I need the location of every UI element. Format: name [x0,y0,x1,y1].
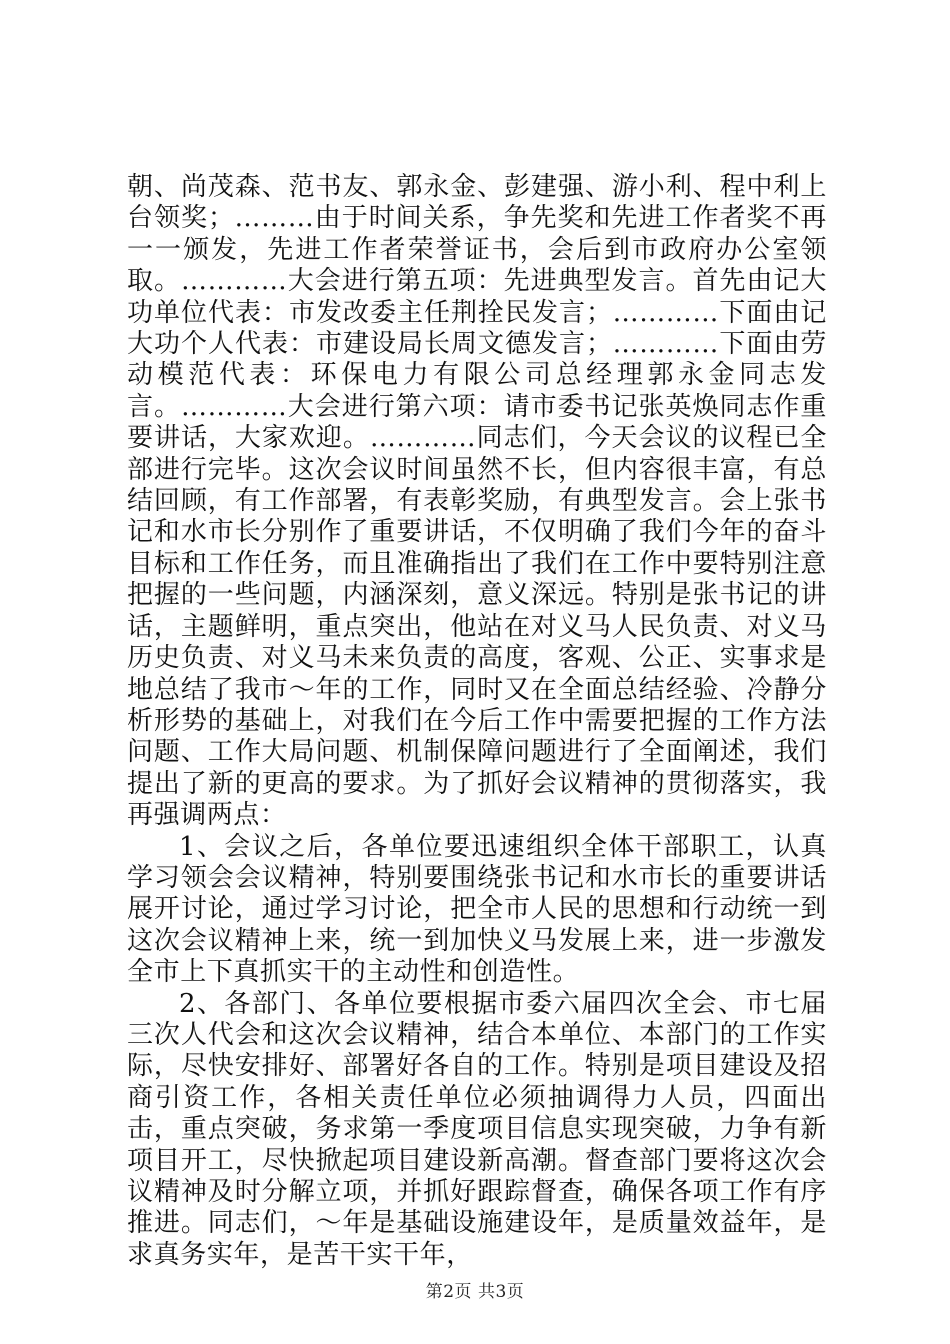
paragraph-point-1: 1、会议之后，各单位要迅速组织全体干部职工，认真学习领会会议精神，特别要围绕张书记和水市长的重要讲话展开讨论，通过学习讨论，把全市人民的思想和行动统一到这次会议精神上来，统一到加快义马发展上来，进一步激发全市上下真抓实干的主动性和创造性。 [127,831,827,988]
paragraph-continuation: 朝、尚茂森、范书友、郭永金、彭建强、游小利、程中利上台领奖；………由于时间关系，争先奖和先进工作者奖不再一一颁发，先进工作者荣誉证书，会后到市政府办公室领取。…………大会进行第五项：先进典型发言。首先由记大功单位代表：市发改委主任荆拴民发言；…………下面由记大功个人代表：市建设局长周文德发言；…………下面由劳动模范代表：环保电力有限公司总经理郭永金同志发言。…………大会进行第六项：请市委书记张英焕同志作重要讲话，大家欢迎。…………同志们，今天会议的议程已全部进行完毕。这次会议时间虽然不长，但内容很丰富，有总结回顾，有工作部署，有表彰奖励，有典型发言。会上张书记和水市长分别作了重要讲话，不仅明确了我们今年的奋斗目标和工作任务，而且准确指出了我们在工作中要特别注意把握的一些问题，内涵深刻，意义深远。特别是张书记的讲话，主题鲜明，重点突出，他站在对义马人民负责、对义马历史负责、对义马未来负责的高度，客观、公正、实事求是地总结了我市～年的工作，同时又在全面总结经验、冷静分析形势的基础上，对我们在今后工作中需要把握的工作方法问题、工作大局问题、机制保障问题进行了全面阐述，我们提出了新的更高的要求。为了抓好会议精神的贯彻落实，我再强调两点： [127,172,827,831]
page-number-footer: 第2页 共3页 [425,1282,525,1302]
document-body [127,172,827,1271]
paragraph-point-2: 2、各部门、各单位要根据市委六届四次全会、市七届三次人代会和这次会议精神，结合本单位、本部门的工作实际，尽快安排好、部署好各自的工作。特别是项目建设及招商引资工作，各相关责任单位必须抽调得力人员，四面出击，重点突破，务求第一季度项目信息实现突破，力争有新项目开工，尽快掀起项目建设新高潮。督查部门要将这次会议精神及时分解立项，并抓好跟踪督查，确保各项工作有序推进。同志们，～年是基础设施建设年，是质量效益年，是求真务实年，是苦干实干年， [127,988,827,1270]
